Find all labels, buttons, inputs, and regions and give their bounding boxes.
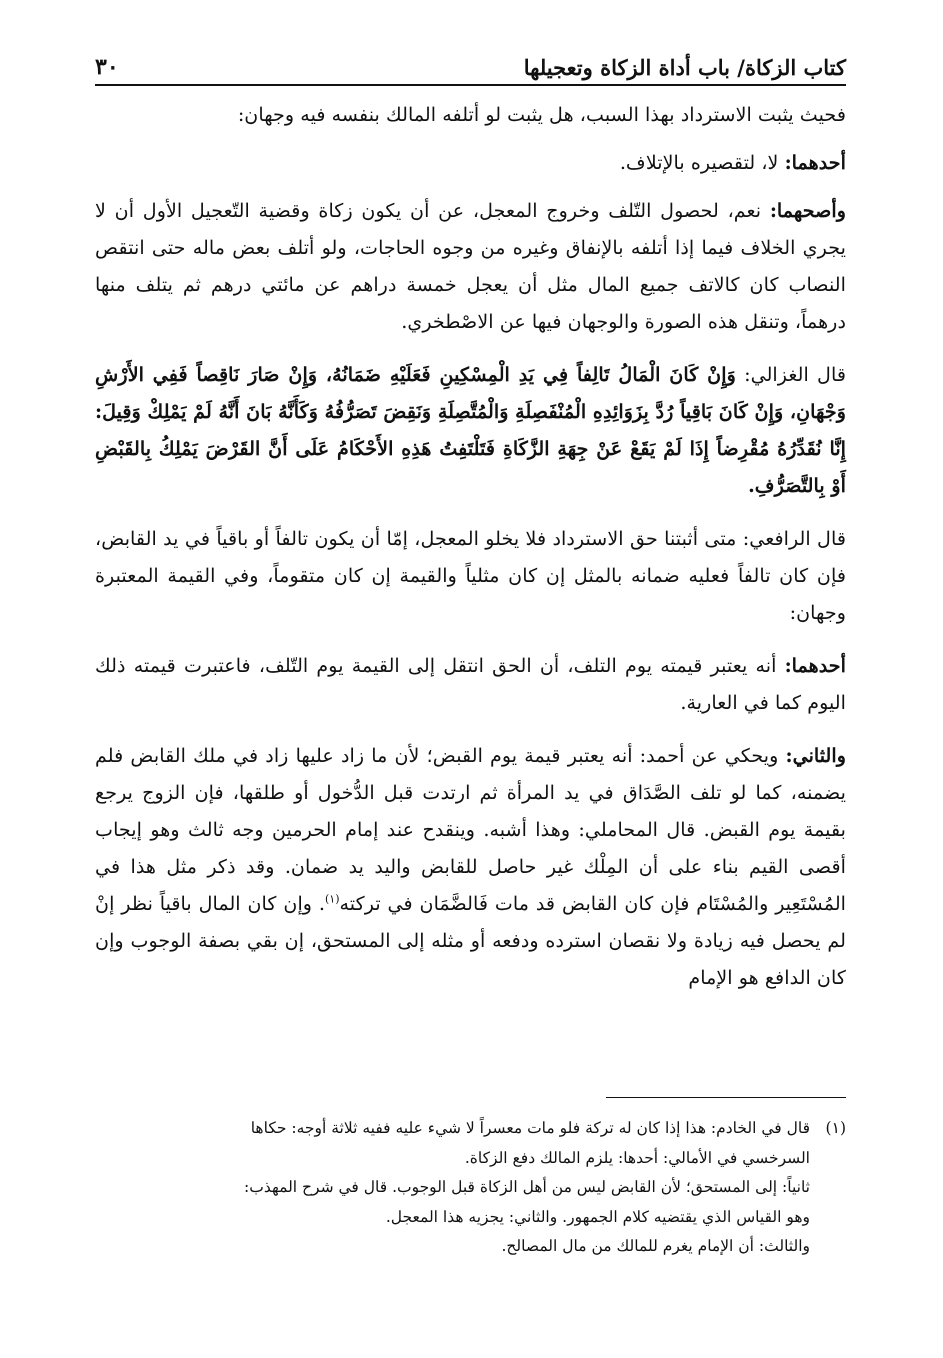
ghazali-quote: وَإِنْ كَانَ الْمَالُ تَالِفاً فِي يَدِ الْمِسْكِينِ فَعَلَيْهِ ضَمَانُهُ، وَإِنْ صَارَ نَاقِصاً فَفِي الأَرْشِ وَجْهَانِ، وَإِنْ كَانَ بَاقِياً رُدَّ بِزَوَائِدِهِ الْمُنْفَصِلَةِ وَالْمُتَّصِلَةِ وَنَقِضَ تَصَرُّفُهُ وَكَأَنَّهُ بَانَ أَنَّهُ لَمْ يَمْلِكْ وَقِيلَ: إِنَّا نُقَدِّرُهُ مُقْرِضاً إِذَا لَمْ يَقَعْ عَنْ جِهَةِ الزَّكَاةِ فَتَلْتَفِتُ هَذِهِ الأَحْكَامُ عَلَى أَنَّ القَرْضَ يَمْلِكُ بِالقَبْضِ أَوْ بِالتَّصَرُّفِ. bbox=[95, 363, 846, 497]
footnote-line-2: السرخسي في الأمالي: أحدها: يلزم المالك دفع الزكاة. bbox=[464, 1148, 810, 1167]
paragraph-2-text: لا، لتقصيره بالإتلاف. bbox=[619, 151, 785, 174]
paragraph-6-label: أحدهما: bbox=[784, 654, 846, 677]
paragraph-4-intro: قال الغزالي: bbox=[735, 363, 846, 386]
paragraph-3-text: نعم، لحصول التّلف وخروج المعجل، عن أن يكون زكاة وقضية التّعجيل الأول أن لا يجري الخلاف فيما إذا أتلفه بالإنفاق وغيره من وجوه الحاجات، ولو أتلف بعض ماله حتى انتقص النصاب كان كالاتف جميع المال مثل أن يعجل خمسة دراهم عن مائتي درهم ثم يتلف منها درهماً، وتنقل هذه الصورة والوجهان فيها عن الاصْطخري. bbox=[95, 199, 846, 333]
paragraph-2 bbox=[95, 144, 846, 181]
paragraph-3 bbox=[95, 192, 846, 340]
paragraph-7-label: والثاني: bbox=[785, 744, 846, 767]
running-header bbox=[95, 38, 846, 86]
paragraph-6-text: أنه يعتبر قيمته يوم التلف، أن الحق انتقل إلى القيمة يوم التّلف، فاعتبرت قيمته ذلك اليوم كما في العارية. bbox=[95, 654, 846, 714]
paragraph-4 bbox=[95, 356, 846, 504]
chapter-title: كتاب الزكاة/ باب أداة الزكاة وتعجيلها bbox=[523, 55, 846, 80]
paragraph-7-text-b: . وإن كان المال باقياً نظر إنْ لم يحصل فيه زيادة ولا نقصان استرده ودفعه أو مثله إلى المستحق، إن بقي بصفة الوجوب وإن كان الدافع هو الإمام bbox=[95, 892, 846, 989]
footnote-1 bbox=[95, 1114, 846, 1262]
paragraph-7 bbox=[95, 737, 846, 996]
paragraph-1-text: فحيث يثبت الاسترداد بهذا السبب، هل يثبت لو أتلفه المالك بنفسه فيه وجهان: bbox=[237, 103, 846, 126]
paragraph-2-label: أحدهما: bbox=[784, 151, 846, 174]
page-number: ٣٠ bbox=[95, 54, 119, 80]
footnote-line-1: قال في الخادم: هذا إذا كان له تركة فلو مات معسراً لا شيء عليه ففيه ثلاثة أوجه: حكاها bbox=[250, 1119, 810, 1137]
footnote-body bbox=[95, 1114, 810, 1262]
paragraph-1 bbox=[95, 96, 846, 133]
paragraph-5-text: قال الرافعي: متى أثبتنا حق الاسترداد فلا يخلو المعجل، إمّا أن يكون تالفاً أو باقياً في يد القابض، فإن كان تالفاً فعليه ضمانه بالمثل إن كان مثلياً والقيمة إن كان متقوماً، وفي القيمة المعتبرة وجهان: bbox=[95, 527, 846, 624]
main-text bbox=[95, 96, 846, 1007]
footnotes bbox=[95, 1114, 846, 1262]
paragraph-5 bbox=[95, 520, 846, 631]
paragraph-6 bbox=[95, 647, 846, 721]
footnote-divider bbox=[606, 1097, 846, 1098]
paragraph-3-label: وأصحهما: bbox=[769, 199, 846, 222]
footnote-line-4: وهو القياس الذي يقتضيه كلام الجمهور. والثاني: يجزيه هذا المعجل. bbox=[385, 1207, 810, 1226]
footnote-line-5: والثالث: أن الإمام يغرم للمالك من مال المصالح. bbox=[501, 1237, 810, 1255]
footnote-number: (١) bbox=[825, 1119, 846, 1137]
paragraph-7-text-a: ويحكي عن أحمد: أنه يعتبر قيمة يوم القبض؛ لأن ما زاد عليها زاد في ملك القابض فلم يضمنه، كما لو تلف الصَّدَاق في يد المرأة ثم ارتدت قبل الدُّخول أو طلقها، فإن الزوج يرجع بقيمة يوم القبض. قال المحاملي: وهذا أشبه. وينقدح عند إمام الحرمين وجه ثالث وهو إيجاب أقصى القيم بناء على أن المِلْك غير حاصل للقابض واليد يد ضمان. وقد ذكر مثل هذا في المُسْتَعِير والمُسْتَام فإن كان القابض قد مات فَالضَّمَان في تركته bbox=[95, 744, 847, 915]
footnote-line-3: ثانياً: إلى المستحق؛ لأن القابض ليس من أهل الزكاة قبل الوجوب. قال في شرح المهذب: bbox=[244, 1178, 810, 1196]
footnote-reference[interactable]: (١) bbox=[325, 892, 340, 906]
